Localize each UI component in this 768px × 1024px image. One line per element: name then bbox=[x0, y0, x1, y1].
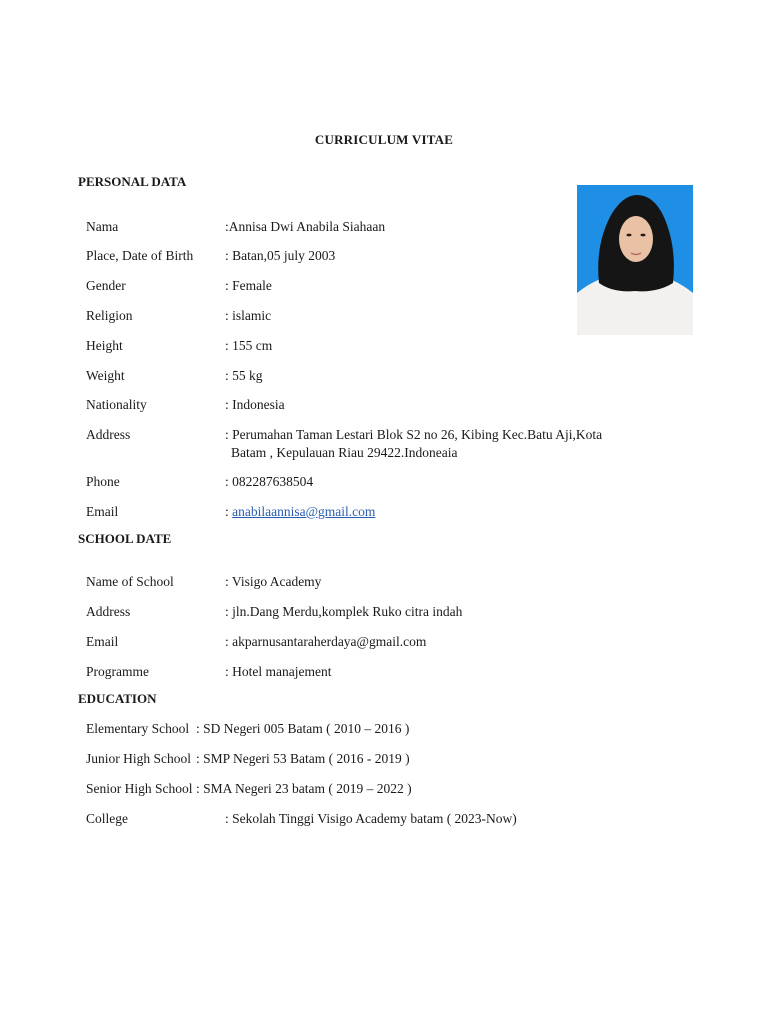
field-label: College bbox=[86, 811, 128, 826]
field-label: Junior High School bbox=[86, 751, 192, 766]
field-value: : Hotel manajement bbox=[225, 664, 332, 679]
field-label: Programme bbox=[86, 664, 149, 679]
field-value: : Indonesia bbox=[225, 397, 285, 412]
field-label: Religion bbox=[86, 308, 133, 323]
field-value: : 082287638504 bbox=[225, 474, 314, 489]
field-value: : SMP Negeri 53 Batam ( 2016 - 2019 ) bbox=[196, 751, 410, 766]
field-value: : 55 kg bbox=[225, 368, 263, 383]
education-heading: EDUCATION bbox=[78, 691, 157, 706]
field-value: :Annisa Dwi Anabila Siahaan bbox=[225, 219, 386, 234]
email-prefix: : bbox=[225, 504, 233, 519]
field-value: : islamic bbox=[225, 308, 272, 323]
school-email-value[interactable]: : akparnusantaraherdaya@gmail.com bbox=[225, 634, 427, 649]
field-value: : Batan,05 july 2003 bbox=[225, 248, 336, 263]
field-label: Gender bbox=[86, 278, 126, 293]
field-label: Address bbox=[86, 427, 131, 442]
field-value: : Female bbox=[225, 278, 272, 293]
personal-data-heading: PERSONAL DATA bbox=[78, 174, 187, 189]
field-value-line1: : Perumahan Taman Lestari Blok S2 no 26, Kibing Kec.Batu Aji,Kota bbox=[225, 427, 603, 442]
field-label: Nationality bbox=[86, 397, 147, 412]
field-value: : SMA Negeri 23 batam ( 2019 – 2022 ) bbox=[196, 781, 412, 796]
school-data-heading: SCHOOL DATE bbox=[78, 531, 172, 546]
field-value bbox=[225, 503, 375, 521]
field-label: Weight bbox=[86, 368, 125, 383]
field-value: : jln.Dang Merdu,komplek Ruko citra indah bbox=[225, 604, 463, 619]
field-label: Email bbox=[86, 634, 119, 649]
field-label: Name of School bbox=[86, 574, 174, 589]
page-title: CURRICULUM VITAE bbox=[314, 132, 454, 147]
field-label: Address bbox=[86, 604, 131, 619]
field-label: Elementary School bbox=[86, 721, 190, 736]
field-value-line2: Batam , Kepulauan Riau 29422.Indoneaia bbox=[231, 445, 458, 460]
field-label: Height bbox=[86, 338, 123, 353]
field-label: Place, Date of Birth bbox=[86, 248, 194, 263]
field-label: Email bbox=[86, 504, 119, 519]
field-label: Nama bbox=[86, 219, 119, 234]
field-value: : Visigo Academy bbox=[225, 574, 322, 589]
profile-photo bbox=[577, 185, 693, 335]
field-label: Phone bbox=[86, 474, 120, 489]
field-value: : SD Negeri 005 Batam ( 2010 – 2016 ) bbox=[196, 721, 410, 736]
email-link[interactable]: anabilaannisa@gmail.com bbox=[232, 504, 376, 519]
field-value: : Sekolah Tinggi Visigo Academy batam ( 2023-Now) bbox=[225, 811, 517, 826]
field-value: : 155 cm bbox=[225, 338, 273, 353]
field-label: Senior High School bbox=[86, 781, 193, 796]
